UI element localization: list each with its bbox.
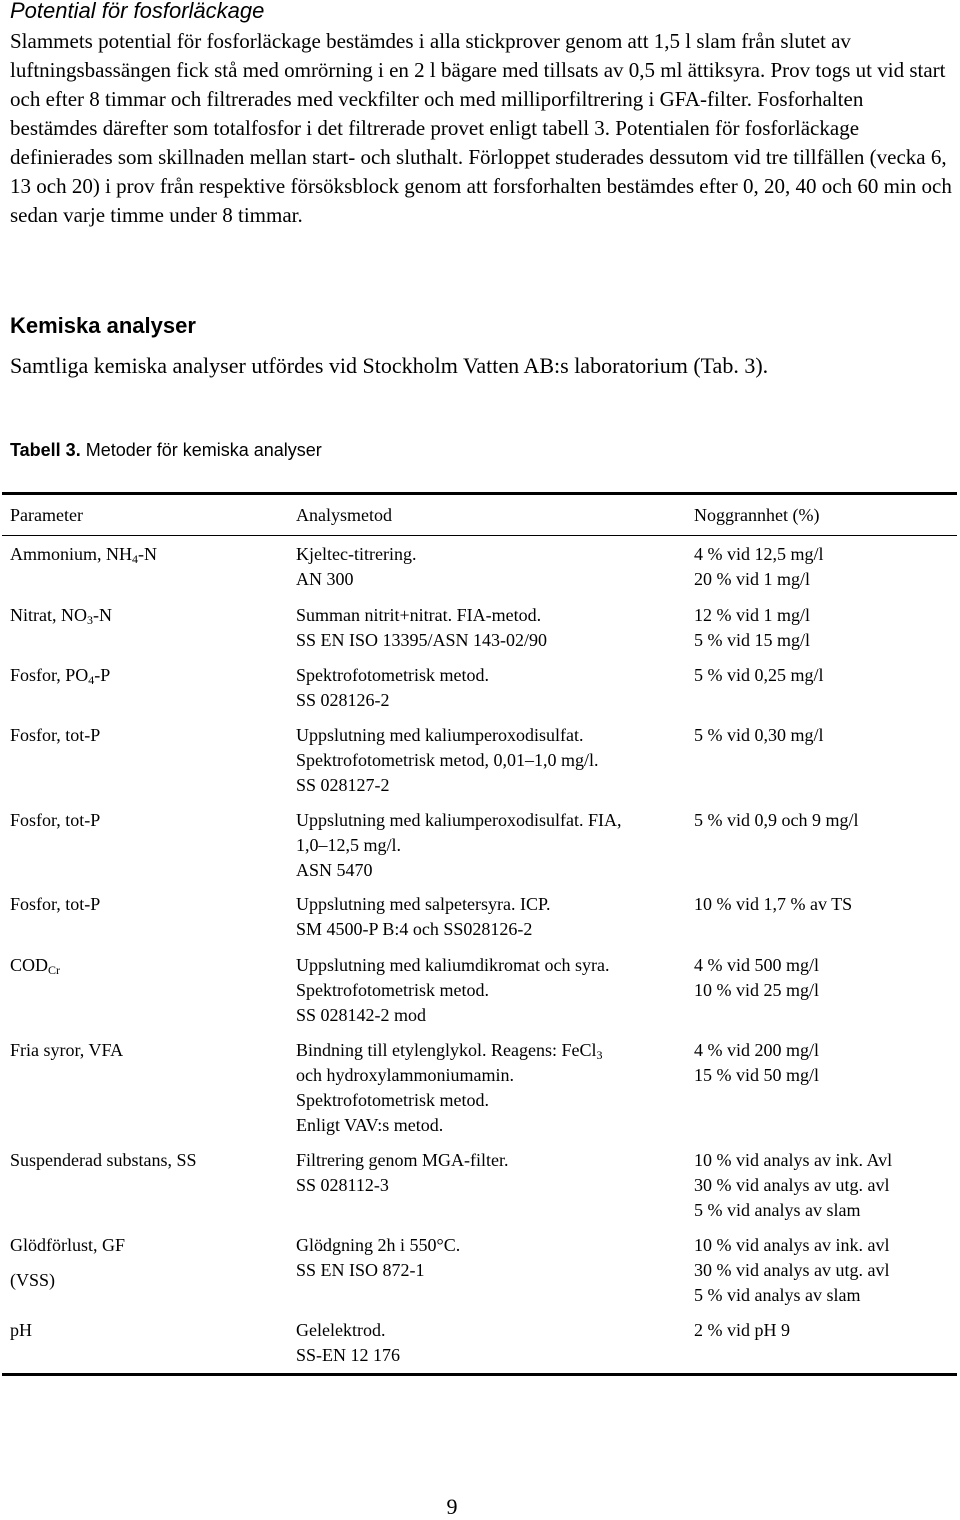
cell-accuracy-nitrat: 12 % vid 1 mg/l 5 % vid 15 mg/l [694, 605, 810, 650]
cell-method-fosfor-totp-2: Uppslutning med kaliumperoxodisulfat. FIA, 1,0–12,5 mg/l. ASN 5470 [296, 810, 622, 880]
table-top-rule [2, 492, 957, 495]
cell-accuracy-fosfor-totp-2: 5 % vid 0,9 och 9 mg/l [694, 810, 859, 830]
cell-accuracy-gf: 10 % vid analys av ink. avl 30 % vid analys av utg. avl 5 % vid analys av slam [694, 1235, 890, 1305]
section-heading-fosforlackage: Potential för fosforläckage [10, 0, 265, 23]
cell-accuracy-fosfor-po4: 5 % vid 0,25 mg/l [694, 665, 824, 685]
cell-param-fosfor-totp-2: Fosfor, tot-P [10, 810, 101, 830]
table-caption [10, 438, 322, 462]
cell-accuracy-ss: 10 % vid analys av ink. Avl 30 % vid analys av utg. avl 5 % vid analys av slam [694, 1150, 893, 1220]
cell-accuracy-cod: 4 % vid 500 mg/l 10 % vid 25 mg/l [694, 955, 819, 1000]
cell-method-ph: Gelelektrod. SS-EN 12 176 [296, 1320, 401, 1365]
cell-method-ammonium: Kjeltec-titrering. AN 300 [296, 544, 417, 589]
table-header-rule [2, 535, 957, 536]
cell-method-gf: Glödgning 2h i 550°C. SS EN ISO 872-1 [296, 1235, 461, 1280]
cell-param-ammonium: Ammonium, $NH_4-N$ [10, 544, 158, 566]
section-heading-kemiska-analyser: Kemiska analyser [10, 313, 196, 338]
paragraph-kemiska-analyser: Samtliga kemiska analyser utfördes vid Stockholm Vatten AB:s laboratorium (Tab. 3). [10, 353, 769, 378]
header-noggrannhet: Noggrannhet (%) [694, 505, 820, 525]
table-caption-label: Tabell 3. [10, 440, 81, 460]
cell-accuracy-ph: 2 % vid pH 9 [694, 1320, 790, 1340]
cell-method-cod: Uppslutning med kaliumdikromat och syra. Spektrofotometrisk metod. SS 028142-2 mod [296, 955, 610, 1025]
header-parameter: Parameter [10, 505, 83, 525]
cell-param-fosfor-po4: Fosfor, $PO_4-P$ [10, 665, 111, 687]
cell-param-nitrat: Nitrat, $NO_3-N$ [10, 605, 112, 627]
cell-param-ph: pH [10, 1320, 32, 1340]
cell-param-fosfor-totp-3: Fosfor, tot-P [10, 894, 101, 914]
paragraph-fosforlackage: Slammets potential för fosforläckage bestämdes i alla stickprover genom att 1,5 l slam från slutet av luftningsbassängen fick stå med omrörning i en 2 l bägare med tillsats av 0,5 ml ättiksyra. Prov togs ut vid start och efter 8 timmar och filtrerades med veckfilter och med milliporfiltrering i GFA-filter. Fosforhalten bestämdes därefter som totalfosfor i det filtrerade provet enligt tabell 3. Potentialen för fosforläckage definierades som skillnaden mellan start- och sluthalt. Förloppet studerades dessutom vid tre tillfällen (vecka 6, 13 och 20) i prov från respektive försöksblock genom att forsforhalten bestämdes efter 0, 20, 40 och 60 min och sedan varje timme under 8 timmar. [10, 29, 952, 227]
cell-method-fosfor-totp-1: Uppslutning med kaliumperoxodisulfat. Spektrofotometrisk metod, 0,01–1,0 mg/l. SS 028127-2 [296, 725, 599, 795]
cell-param-fosfor-totp-1: Fosfor, tot-P [10, 725, 101, 745]
table-caption-text: Metoder för kemiska analyser [80, 440, 322, 460]
cell-param-vfa: Fria syror, VFA [10, 1040, 124, 1060]
cell-accuracy-vfa: 4 % vid 200 mg/l 15 % vid 50 mg/l [694, 1040, 819, 1085]
cell-accuracy-ammonium: 4 % vid 12,5 mg/l 20 % vid 1 mg/l [694, 544, 824, 589]
cell-method-fosfor-totp-3: Uppslutning med salpetersyra. ICP. SM 4500-P B:4 och SS028126-2 [296, 894, 551, 939]
cell-param-gf: Glödförlust, GF (VSS) [10, 1235, 126, 1290]
cell-method-vfa: Bindning till etylenglykol. Reagens: FeCl$_3$ och hydroxylammoniumamin. Spektrofotometrisk metod. Enligt VAV:s metod. [296, 1040, 603, 1135]
cell-accuracy-fosfor-totp-1: 5 % vid 0,30 mg/l [694, 725, 824, 745]
table-bottom-rule [2, 1373, 957, 1376]
cell-param-cod: $COD_{Cr}$ [10, 955, 61, 977]
cell-method-fosfor-po4: Spektrofotometrisk metod. SS 028126-2 [296, 665, 489, 710]
header-analysmetod: Analysmetod [296, 505, 392, 525]
cell-accuracy-fosfor-totp-3: 10 % vid 1,7 % av TS [694, 894, 853, 914]
cell-method-nitrat: Summan nitrit+nitrat. FIA-metod. SS EN ISO 13395/ASN 143-02/90 [296, 605, 548, 650]
cell-param-ss: Suspenderad substans, SS [10, 1150, 197, 1170]
cell-method-ss: Filtrering genom MGA-filter. SS 028112-3 [296, 1150, 509, 1195]
page-number: 9 [446, 1494, 458, 1519]
